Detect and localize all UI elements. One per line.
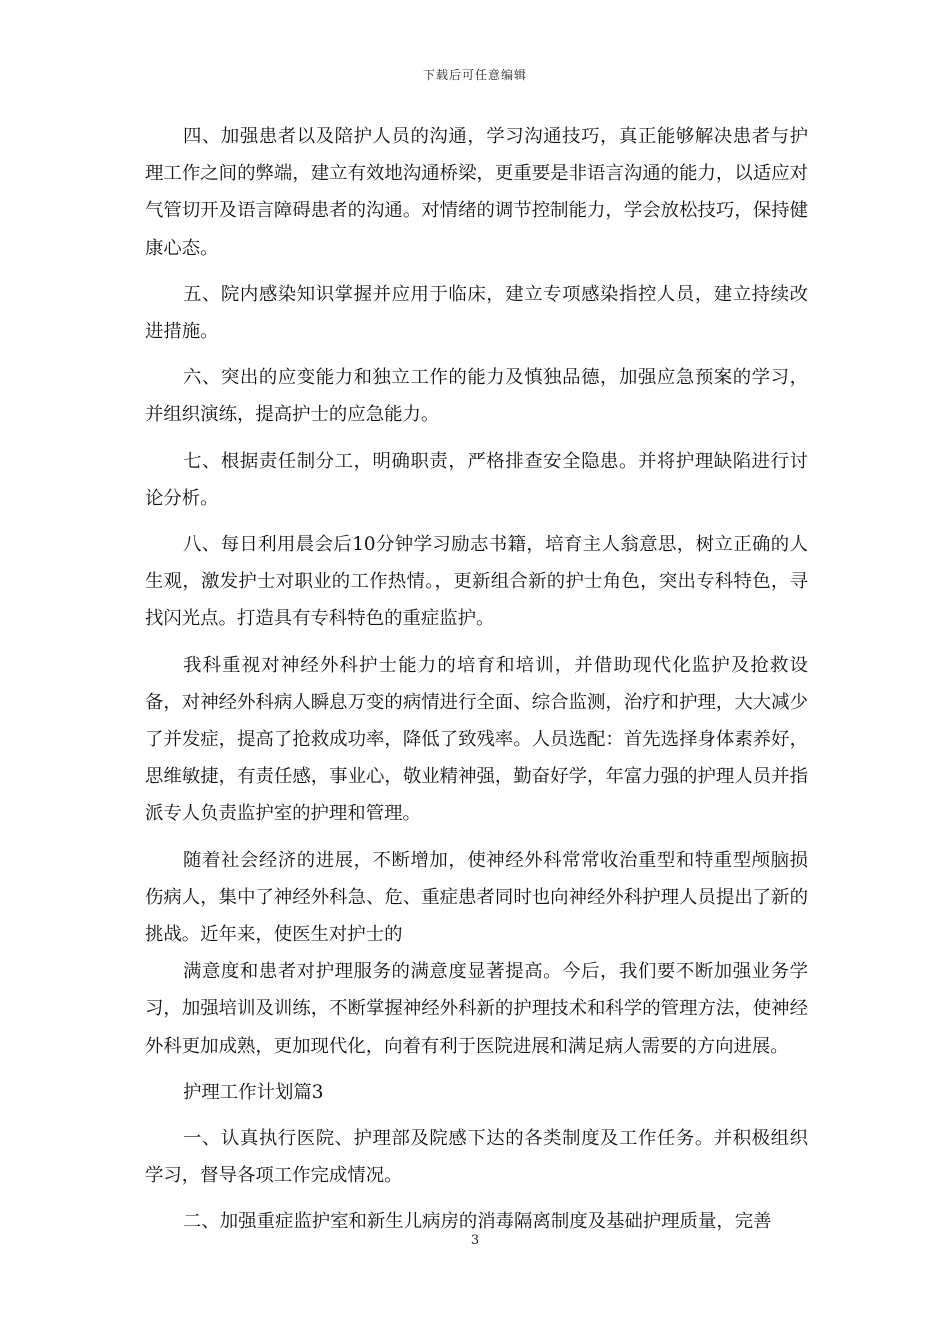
paragraph-5: 五、院内感染知识掌握并应用于临床，建立专项感染指控人员，建立持续改进措施。 (145, 283, 808, 343)
paragraph-4: 四、加强患者以及陪护人员的沟通，学习沟通技巧，真正能够解决患者与护理工作之间的弊端，建立有效地沟通桥梁，更重要是非语言沟通的能力，以适应对气管切开及语言障碍患者的沟通。对情绪的调节控制能力，学会放松技巧，保持健康心态。 (145, 126, 808, 259)
paragraph-social-development: 随着社会经济的进展，不断增加，使神经外科常常收治重型和特重型颅脑损伤病人，集中了神经外科急、危、重症患者同时也向神经外科护理人员提出了新的挑战。近年来，使医生对护士的 (145, 849, 808, 946)
paragraph-8: 八、每日利用晨会后10分钟学习励志书籍，培育主人翁意思，树立正确的人生观，激发护士对职业的工作热情。，更新组合新的护士角色，突出专科特色，寻找闪光点。打造具有专科特色的重症监护。 (145, 534, 808, 630)
paragraph-7: 七、根据责任制分工，明确职责，严格排查安全隐患。并将护理缺陷进行讨论分析。 (145, 450, 808, 509)
paragraph-6: 六、突出的应变能力和独立工作的能力及慎独品德，加强应急预案的学习，并组织演练，提高护士的应急能力。 (145, 367, 808, 426)
document-body (145, 118, 808, 1250)
header-note: 下载后可任意编辑 (422, 68, 527, 82)
section-heading-plan-3: 护理工作计划篇3 (183, 1081, 324, 1103)
paragraph-plan-2: 二、加强重症监护室和新生儿病房的消毒隔离制度及基础护理质量，完善 (183, 1211, 772, 1233)
page-number: 3 (470, 1233, 480, 1248)
paragraph-plan-1: 一、认真执行医院、护理部及院感下达的各类制度及工作任务。并积极组织学习，督导各项工作完成情况。 (145, 1128, 808, 1187)
paragraph-department-training: 我科重视对神经外科护士能力的培育和培训，并借助现代化监护及抢救设备，对神经外科病人瞬息万变的病情进行全面、综合监测，治疗和护理，大大减少了并发症，提高了抢救成功率，降低了致残率。人员选配：首先选择身体素养好，思维敏捷，有责任感，事业心，敬业精神强，勤奋好学，年富力强的护理人员并指派专人负责监护室的护理和管理。 (145, 654, 808, 825)
paragraph-satisfaction: 满意度和患者对护理服务的满意度显著提高。今后，我们要不断加强业务学习，加强培训及训练，不断掌握神经外科新的护理技术和科学的管理方法，使神经外科更加成熟，更加现代化，向着有利于医院进展和满足病人需要的方向进展。 (145, 961, 808, 1057)
